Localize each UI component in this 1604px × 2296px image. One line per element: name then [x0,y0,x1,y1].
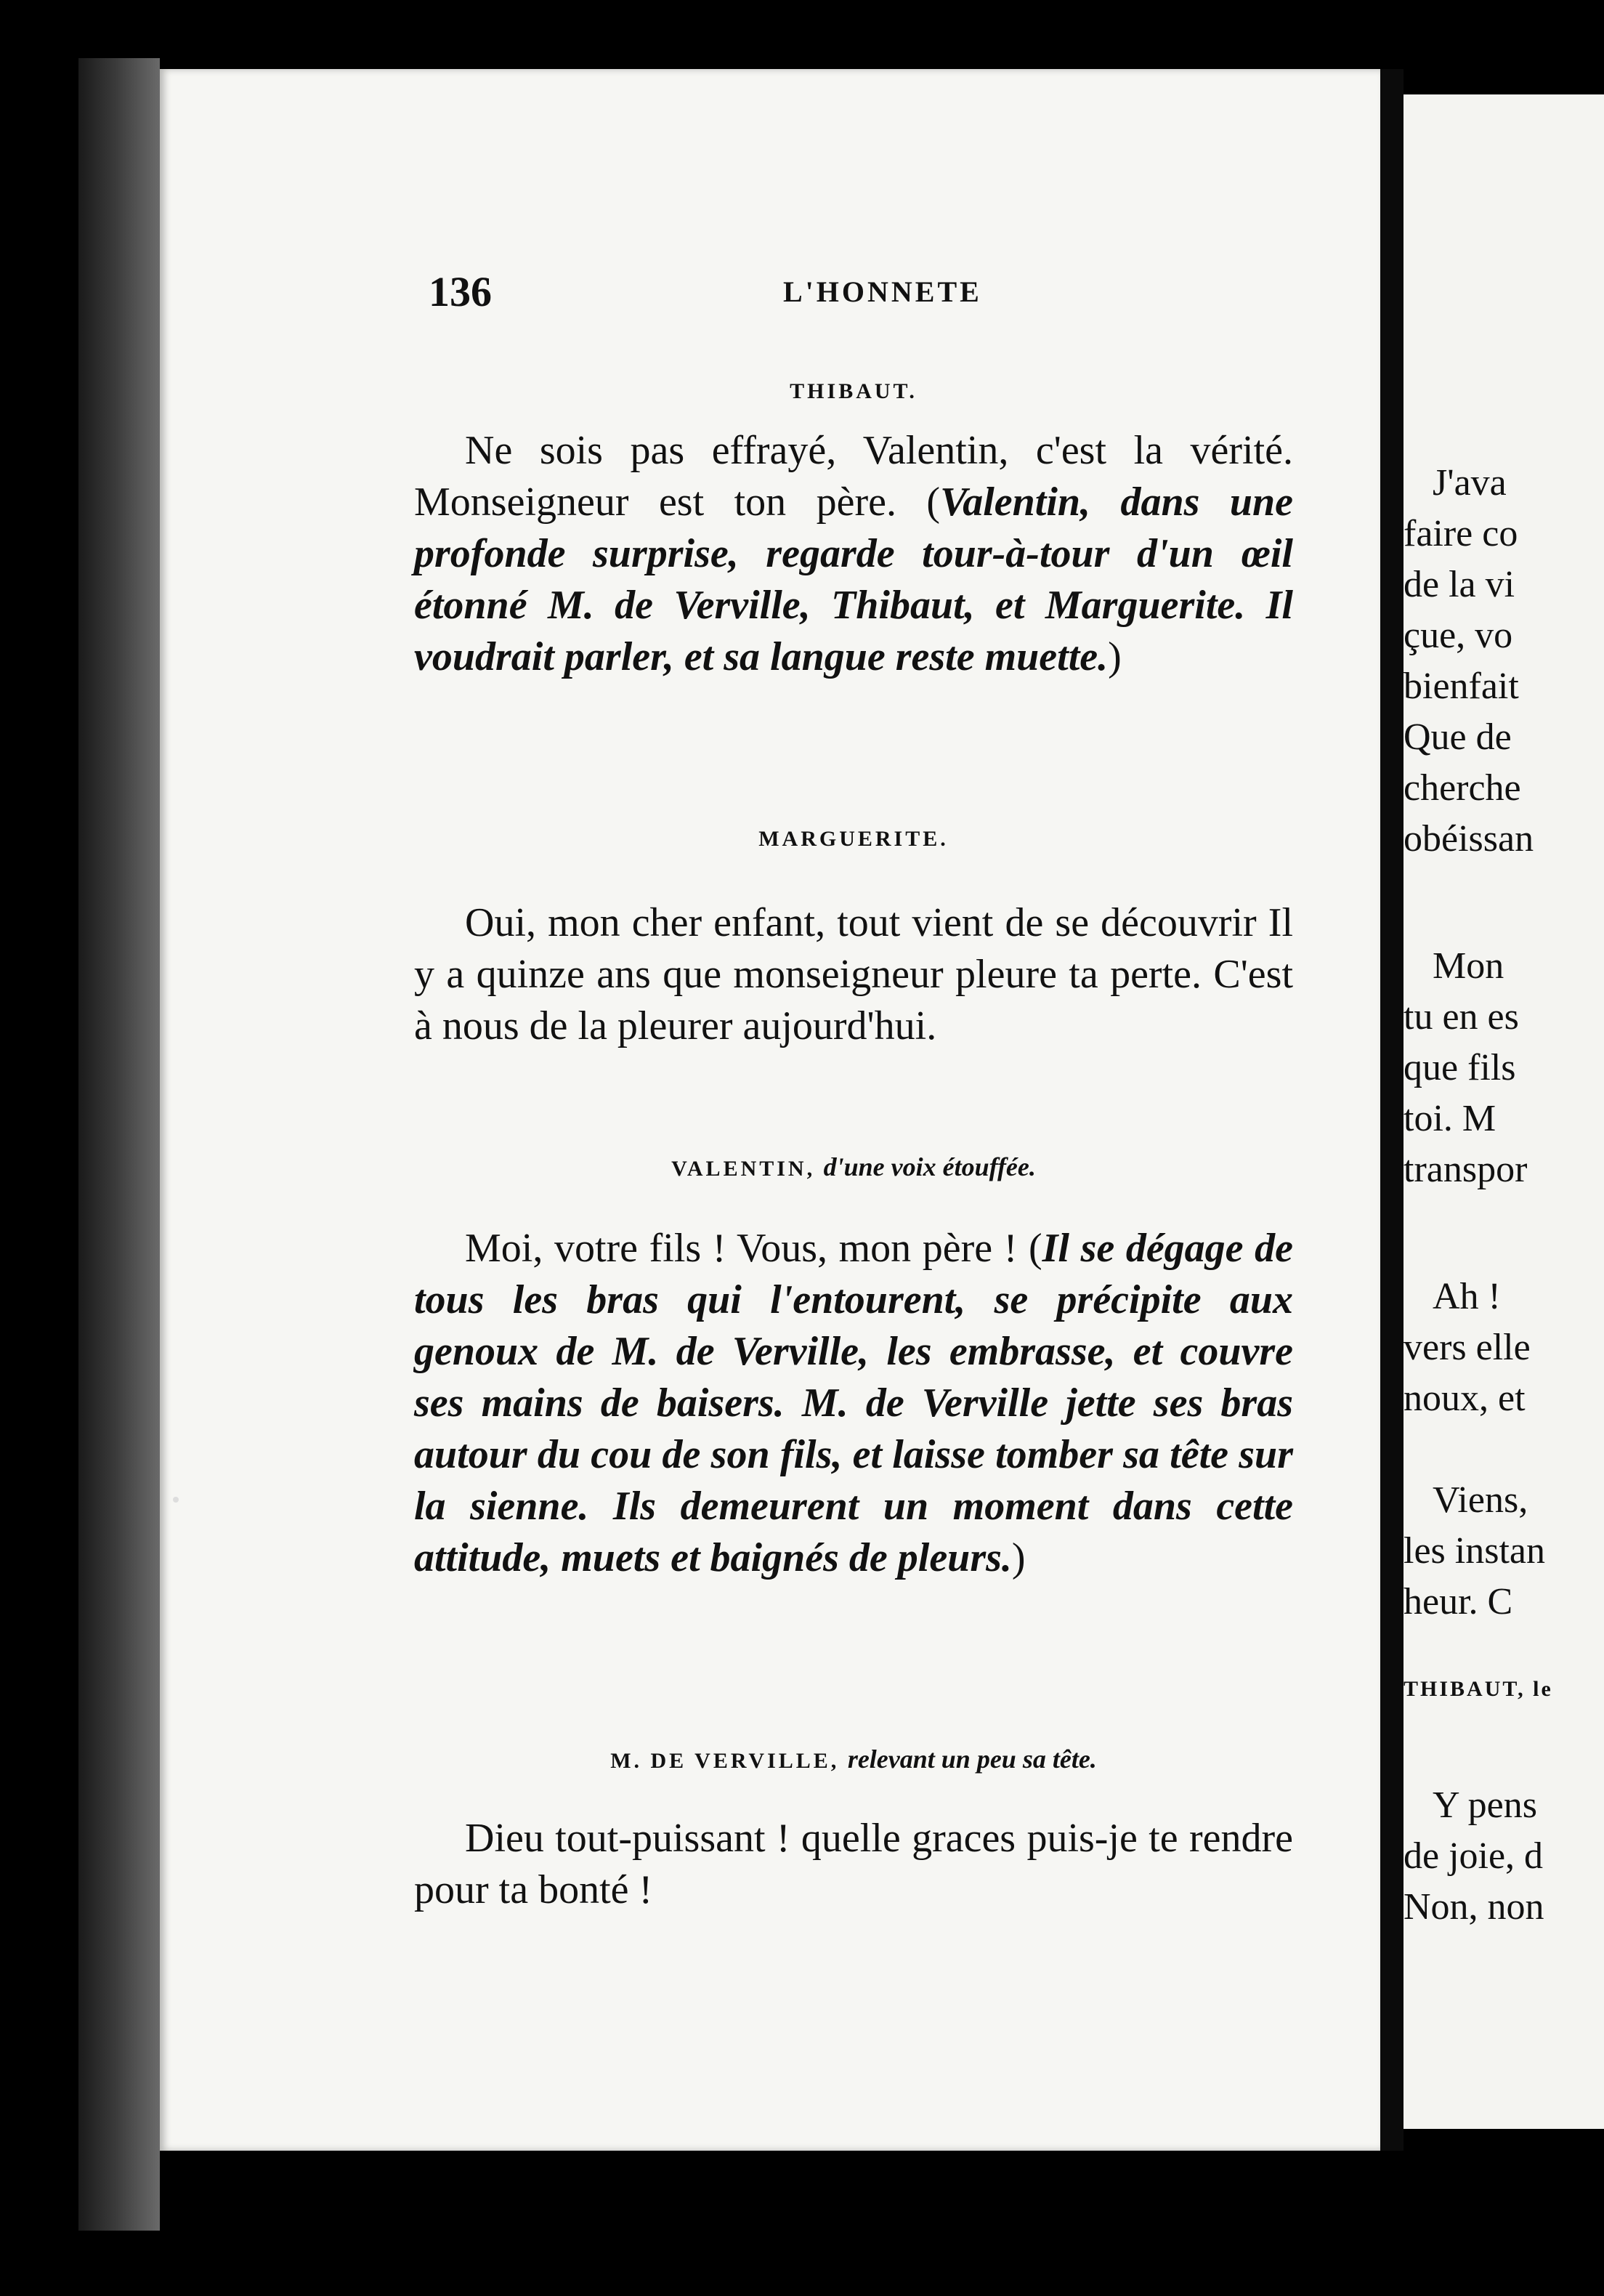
speech-text: Dieu tout-puissant ! quelle graces puis-je te rendre pour ta bonté ! [414,1816,1293,1912]
page-number: 136 [429,268,492,315]
right-line: Que de [1404,716,1512,758]
right-line: noux, et [1404,1378,1526,1419]
speech-paragraph [414,897,1293,1052]
speech-paragraph [414,1223,1293,1584]
speech-paragraph [414,1813,1293,1916]
right-line: Mon [1433,945,1504,987]
speech-text: Moi, votre fils ! Vous, mon père ! ( [465,1226,1042,1271]
speaker-label [414,1152,1293,1182]
right-line: heur. C [1404,1581,1513,1622]
closing-paren: ) [1108,634,1122,679]
right-line: de joie, d [1404,1835,1544,1877]
right-line: bienfait [1404,666,1519,707]
right-line: J'ava [1433,462,1507,504]
speaker-name: VALENTIN, [671,1157,816,1181]
right-line: faire co [1404,513,1518,554]
speaker-label [414,379,1293,404]
stage-direction: Valentin, dans une profonde surprise, regarde tour-à-tour d'un œil étonné M. de Verville, Thibaut, et Marguerite. Il voudrait parler, et sa langue reste muette. [414,480,1293,679]
speech-paragraph [414,425,1293,683]
speech-text: Oui, mon cher enfant, tout vient de se découvrir Il y a quinze ans que monseigneur pleure ta perte. C'est à nous de la pleurer aujourd'hui. [414,900,1293,1048]
right-line: Y pens [1433,1784,1537,1826]
right-line: çue, vo [1404,615,1513,656]
right-line: transpor [1404,1149,1528,1190]
speaker-label [414,827,1293,852]
speaker-name: M. DE VERVILLE, [610,1749,840,1773]
right-line: THIBAUT, le [1404,1677,1553,1701]
stage-direction: Il se dégage de tous les bras qui l'entourent, se précipite aux genoux de M. de Verville, les embrasse, et couvre ses mains de baisers. M. de Verville jette ses bras autour du cou de son fils, et laisse tomber sa tête sur la sienne. Ils demeurent un moment dans cette attitude, muets et baignés de pleurs. [414,1226,1293,1580]
right-line: tu en es [1404,996,1519,1038]
right-line: toi. M [1404,1098,1496,1139]
running-head [429,267,1286,318]
right-line: les instan [1404,1530,1545,1572]
running-title: L'HONNETE [783,275,982,308]
speaker-label [414,1744,1293,1774]
right-line: cherche [1404,767,1521,809]
right-line: de la vi [1404,564,1515,605]
closing-paren: ) [1011,1535,1026,1580]
right-line: obéissan [1404,818,1534,860]
speaker-name: MARGUERITE. [758,827,949,851]
right-line: vers elle [1404,1327,1531,1368]
right-line: Ah ! [1433,1276,1501,1317]
right-line: Non, non [1404,1886,1544,1928]
speaker-direction: relevant un peu sa tête. [847,1745,1097,1774]
book-edge [78,58,160,2231]
right-line: que fils [1404,1047,1516,1088]
gutter [1380,69,1404,2151]
speck [173,1497,179,1503]
speech-text: Ne sois pas effrayé, Valentin, c'est la vérité. Monseigneur est ton père. ( [414,428,1293,525]
speaker-name: THIBAUT. [790,379,918,403]
speaker-direction: d'une voix étouffée. [823,1152,1036,1181]
right-line: Viens, [1433,1479,1528,1521]
right-page [1404,94,1604,2129]
